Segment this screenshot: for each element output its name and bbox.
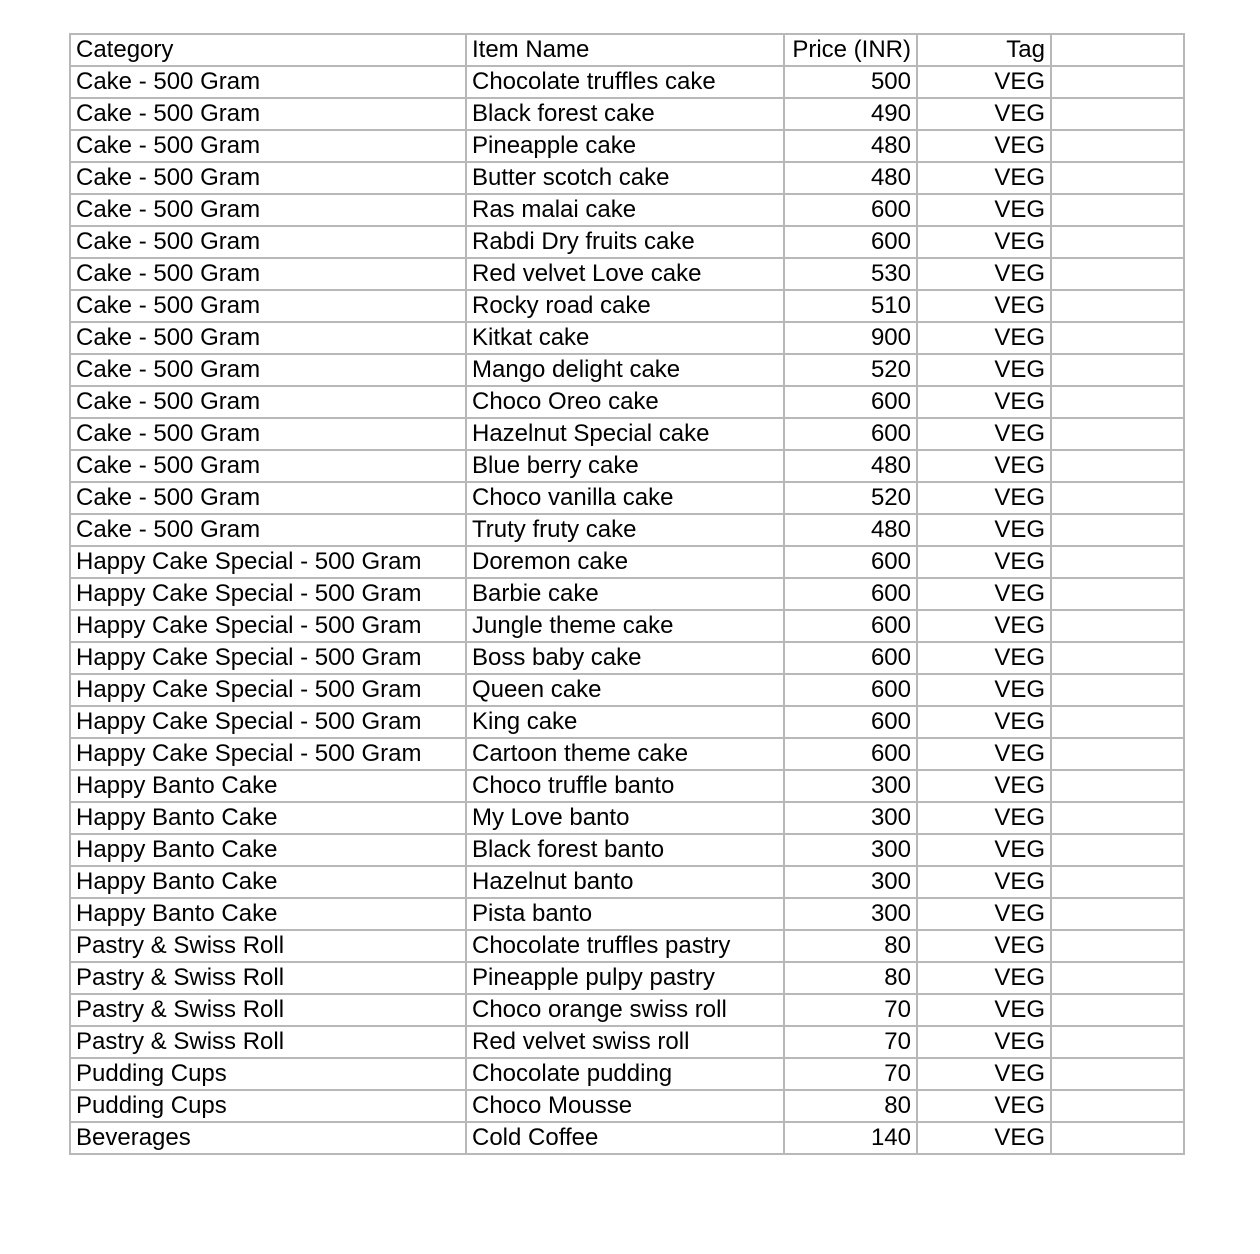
tag-cell: VEG	[917, 610, 1051, 642]
item-name-cell: Cold Coffee	[466, 1122, 784, 1154]
item-name-cell: Rocky road cake	[466, 290, 784, 322]
price-cell: 510	[784, 290, 917, 322]
table-row	[70, 258, 1184, 290]
category-cell: Cake - 500 Gram	[70, 290, 466, 322]
empty-cell	[1051, 514, 1184, 546]
category-cell: Happy Cake Special - 500 Gram	[70, 578, 466, 610]
empty-cell	[1051, 610, 1184, 642]
item-name-cell: Kitkat cake	[466, 322, 784, 354]
item-name-cell: Chocolate truffles pastry	[466, 930, 784, 962]
item-name-cell: Red velvet Love cake	[466, 258, 784, 290]
tag-cell: VEG	[917, 162, 1051, 194]
table-row	[70, 514, 1184, 546]
category-cell: Pudding Cups	[70, 1090, 466, 1122]
item-name-cell: Truty fruty cake	[466, 514, 784, 546]
item-name-cell: Boss baby cake	[466, 642, 784, 674]
price-cell: 300	[784, 770, 917, 802]
empty-cell	[1051, 1026, 1184, 1058]
tag-cell: VEG	[917, 834, 1051, 866]
price-cell: 900	[784, 322, 917, 354]
tag-cell: VEG	[917, 226, 1051, 258]
category-cell: Beverages	[70, 1122, 466, 1154]
table-row	[70, 866, 1184, 898]
price-cell: 70	[784, 994, 917, 1026]
category-cell: Cake - 500 Gram	[70, 162, 466, 194]
empty-cell	[1051, 1058, 1184, 1090]
menu-price-table	[69, 33, 1185, 1155]
menu-table-body	[70, 34, 1184, 1154]
price-cell: 480	[784, 162, 917, 194]
table-row	[70, 706, 1184, 738]
table-row	[70, 1090, 1184, 1122]
price-cell: 300	[784, 898, 917, 930]
empty-cell	[1051, 898, 1184, 930]
tag-cell: VEG	[917, 962, 1051, 994]
table-row	[70, 354, 1184, 386]
header-price: Price (INR)	[784, 34, 917, 66]
item-name-cell: Hazelnut Special cake	[466, 418, 784, 450]
empty-cell	[1051, 546, 1184, 578]
price-cell: 600	[784, 194, 917, 226]
empty-cell	[1051, 226, 1184, 258]
item-name-cell: Choco vanilla cake	[466, 482, 784, 514]
empty-cell	[1051, 290, 1184, 322]
tag-cell: VEG	[917, 514, 1051, 546]
category-cell: Cake - 500 Gram	[70, 130, 466, 162]
tag-cell: VEG	[917, 322, 1051, 354]
table-row	[70, 930, 1184, 962]
empty-cell	[1051, 1090, 1184, 1122]
empty-cell	[1051, 706, 1184, 738]
table-row	[70, 1058, 1184, 1090]
tag-cell: VEG	[917, 482, 1051, 514]
table-row	[70, 194, 1184, 226]
header-empty-cell	[1051, 34, 1184, 66]
category-cell: Cake - 500 Gram	[70, 418, 466, 450]
price-cell: 600	[784, 418, 917, 450]
tag-cell: VEG	[917, 674, 1051, 706]
item-name-cell: My Love banto	[466, 802, 784, 834]
empty-cell	[1051, 674, 1184, 706]
item-name-cell: Rabdi Dry fruits cake	[466, 226, 784, 258]
table-row	[70, 674, 1184, 706]
item-name-cell: Queen cake	[466, 674, 784, 706]
table-row	[70, 898, 1184, 930]
tag-cell: VEG	[917, 642, 1051, 674]
category-cell: Cake - 500 Gram	[70, 98, 466, 130]
table-row	[70, 546, 1184, 578]
item-name-cell: Doremon cake	[466, 546, 784, 578]
tag-cell: VEG	[917, 770, 1051, 802]
tag-cell: VEG	[917, 98, 1051, 130]
price-cell: 80	[784, 930, 917, 962]
empty-cell	[1051, 578, 1184, 610]
category-cell: Pastry & Swiss Roll	[70, 962, 466, 994]
category-cell: Happy Cake Special - 500 Gram	[70, 706, 466, 738]
price-cell: 140	[784, 1122, 917, 1154]
item-name-cell: Choco Mousse	[466, 1090, 784, 1122]
table-row	[70, 226, 1184, 258]
tag-cell: VEG	[917, 258, 1051, 290]
table-row	[70, 98, 1184, 130]
table-row	[70, 322, 1184, 354]
price-cell: 530	[784, 258, 917, 290]
header-row	[70, 34, 1184, 66]
category-cell: Happy Banto Cake	[70, 802, 466, 834]
table-row	[70, 994, 1184, 1026]
item-name-cell: Choco truffle banto	[466, 770, 784, 802]
table-row	[70, 418, 1184, 450]
price-cell: 600	[784, 546, 917, 578]
empty-cell	[1051, 322, 1184, 354]
item-name-cell: Chocolate pudding	[466, 1058, 784, 1090]
tag-cell: VEG	[917, 1058, 1051, 1090]
category-cell: Pastry & Swiss Roll	[70, 1026, 466, 1058]
tag-cell: VEG	[917, 66, 1051, 98]
price-cell: 600	[784, 738, 917, 770]
tag-cell: VEG	[917, 1090, 1051, 1122]
table-row	[70, 770, 1184, 802]
category-cell: Happy Cake Special - 500 Gram	[70, 610, 466, 642]
tag-cell: VEG	[917, 290, 1051, 322]
price-cell: 500	[784, 66, 917, 98]
empty-cell	[1051, 66, 1184, 98]
tag-cell: VEG	[917, 194, 1051, 226]
category-cell: Cake - 500 Gram	[70, 386, 466, 418]
item-name-cell: Pineapple pulpy pastry	[466, 962, 784, 994]
header-item-name: Item Name	[466, 34, 784, 66]
empty-cell	[1051, 930, 1184, 962]
item-name-cell: King cake	[466, 706, 784, 738]
tag-cell: VEG	[917, 578, 1051, 610]
table-row	[70, 66, 1184, 98]
tag-cell: VEG	[917, 866, 1051, 898]
category-cell: Cake - 500 Gram	[70, 514, 466, 546]
empty-cell	[1051, 418, 1184, 450]
price-cell: 80	[784, 962, 917, 994]
category-cell: Cake - 500 Gram	[70, 450, 466, 482]
table-row	[70, 962, 1184, 994]
table-row	[70, 290, 1184, 322]
price-cell: 520	[784, 482, 917, 514]
empty-cell	[1051, 130, 1184, 162]
item-name-cell: Cartoon theme cake	[466, 738, 784, 770]
empty-cell	[1051, 834, 1184, 866]
tag-cell: VEG	[917, 546, 1051, 578]
tag-cell: VEG	[917, 802, 1051, 834]
category-cell: Happy Banto Cake	[70, 834, 466, 866]
item-name-cell: Choco orange swiss roll	[466, 994, 784, 1026]
table-row	[70, 642, 1184, 674]
empty-cell	[1051, 162, 1184, 194]
tag-cell: VEG	[917, 994, 1051, 1026]
empty-cell	[1051, 450, 1184, 482]
item-name-cell: Ras malai cake	[466, 194, 784, 226]
tag-cell: VEG	[917, 898, 1051, 930]
item-name-cell: Barbie cake	[466, 578, 784, 610]
empty-cell	[1051, 482, 1184, 514]
empty-cell	[1051, 194, 1184, 226]
price-cell: 70	[784, 1026, 917, 1058]
item-name-cell: Blue berry cake	[466, 450, 784, 482]
price-cell: 480	[784, 130, 917, 162]
empty-cell	[1051, 770, 1184, 802]
category-cell: Cake - 500 Gram	[70, 354, 466, 386]
price-cell: 600	[784, 642, 917, 674]
price-cell: 480	[784, 514, 917, 546]
tag-cell: VEG	[917, 930, 1051, 962]
tag-cell: VEG	[917, 1026, 1051, 1058]
tag-cell: VEG	[917, 418, 1051, 450]
category-cell: Cake - 500 Gram	[70, 322, 466, 354]
price-cell: 300	[784, 802, 917, 834]
price-cell: 300	[784, 866, 917, 898]
category-cell: Pastry & Swiss Roll	[70, 994, 466, 1026]
item-name-cell: Hazelnut banto	[466, 866, 784, 898]
table-row	[70, 802, 1184, 834]
item-name-cell: Mango delight cake	[466, 354, 784, 386]
item-name-cell: Jungle theme cake	[466, 610, 784, 642]
table-row	[70, 386, 1184, 418]
tag-cell: VEG	[917, 1122, 1051, 1154]
tag-cell: VEG	[917, 386, 1051, 418]
category-cell: Cake - 500 Gram	[70, 194, 466, 226]
empty-cell	[1051, 98, 1184, 130]
category-cell: Happy Banto Cake	[70, 770, 466, 802]
price-cell: 600	[784, 226, 917, 258]
category-cell: Happy Cake Special - 500 Gram	[70, 546, 466, 578]
table-row	[70, 162, 1184, 194]
table-row	[70, 738, 1184, 770]
price-cell: 480	[784, 450, 917, 482]
table-row	[70, 610, 1184, 642]
price-cell: 600	[784, 578, 917, 610]
category-cell: Pastry & Swiss Roll	[70, 930, 466, 962]
tag-cell: VEG	[917, 450, 1051, 482]
category-cell: Cake - 500 Gram	[70, 258, 466, 290]
price-cell: 80	[784, 1090, 917, 1122]
category-cell: Cake - 500 Gram	[70, 66, 466, 98]
table-row	[70, 450, 1184, 482]
empty-cell	[1051, 354, 1184, 386]
empty-cell	[1051, 962, 1184, 994]
tag-cell: VEG	[917, 130, 1051, 162]
item-name-cell: Choco Oreo cake	[466, 386, 784, 418]
empty-cell	[1051, 802, 1184, 834]
item-name-cell: Pineapple cake	[466, 130, 784, 162]
price-cell: 520	[784, 354, 917, 386]
header-category: Category	[70, 34, 466, 66]
table-row	[70, 834, 1184, 866]
price-cell: 300	[784, 834, 917, 866]
item-name-cell: Butter scotch cake	[466, 162, 784, 194]
tag-cell: VEG	[917, 354, 1051, 386]
empty-cell	[1051, 994, 1184, 1026]
item-name-cell: Black forest cake	[466, 98, 784, 130]
item-name-cell: Pista banto	[466, 898, 784, 930]
header-tag: Tag	[917, 34, 1051, 66]
category-cell: Happy Banto Cake	[70, 866, 466, 898]
category-cell: Happy Cake Special - 500 Gram	[70, 738, 466, 770]
item-name-cell: Red velvet swiss roll	[466, 1026, 784, 1058]
price-cell: 600	[784, 674, 917, 706]
empty-cell	[1051, 738, 1184, 770]
empty-cell	[1051, 642, 1184, 674]
tag-cell: VEG	[917, 706, 1051, 738]
item-name-cell: Black forest banto	[466, 834, 784, 866]
item-name-cell: Chocolate truffles cake	[466, 66, 784, 98]
category-cell: Cake - 500 Gram	[70, 482, 466, 514]
category-cell: Happy Cake Special - 500 Gram	[70, 642, 466, 674]
price-cell: 600	[784, 706, 917, 738]
empty-cell	[1051, 866, 1184, 898]
empty-cell	[1051, 386, 1184, 418]
table-row	[70, 130, 1184, 162]
table-row	[70, 578, 1184, 610]
empty-cell	[1051, 1122, 1184, 1154]
category-cell: Pudding Cups	[70, 1058, 466, 1090]
category-cell: Happy Cake Special - 500 Gram	[70, 674, 466, 706]
price-cell: 490	[784, 98, 917, 130]
table-row	[70, 482, 1184, 514]
category-cell: Cake - 500 Gram	[70, 226, 466, 258]
tag-cell: VEG	[917, 738, 1051, 770]
category-cell: Happy Banto Cake	[70, 898, 466, 930]
table-row	[70, 1026, 1184, 1058]
price-cell: 600	[784, 610, 917, 642]
table-row	[70, 1122, 1184, 1154]
empty-cell	[1051, 258, 1184, 290]
price-cell: 70	[784, 1058, 917, 1090]
price-cell: 600	[784, 386, 917, 418]
